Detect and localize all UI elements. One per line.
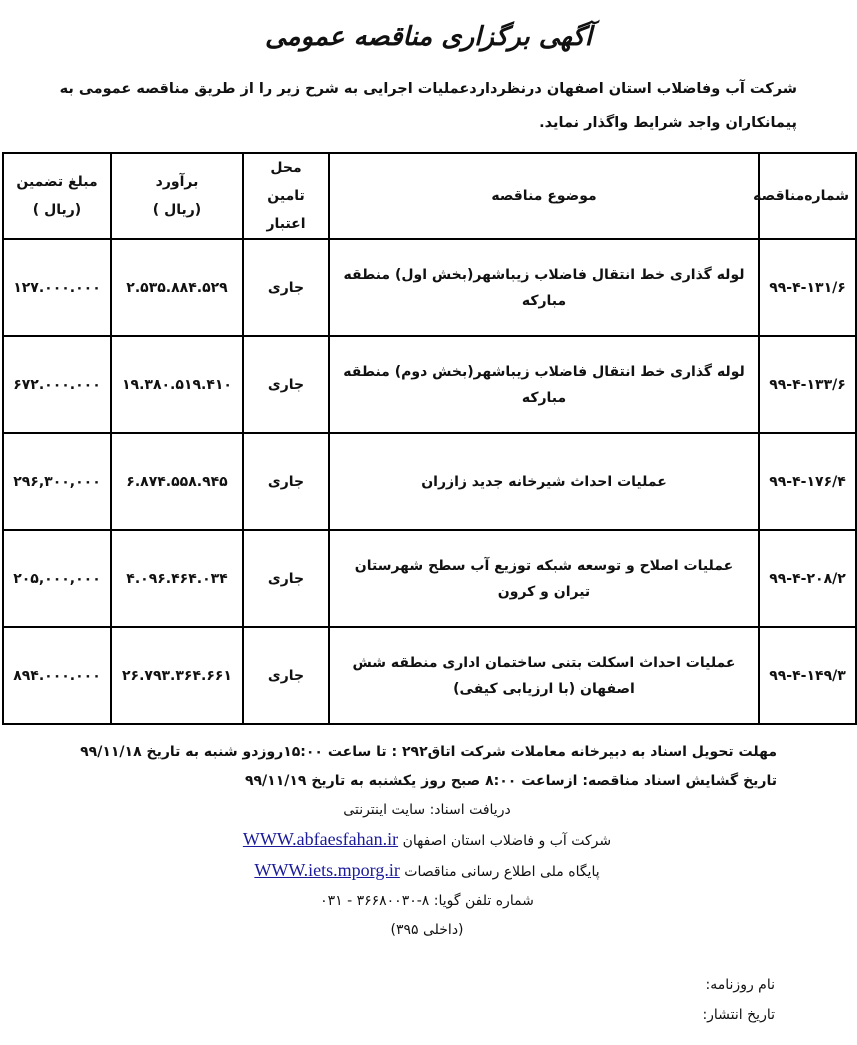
tender-estimate: ۶.۸۷۴.۵۵۸.۹۴۵ (111, 433, 243, 530)
tender-estimate: ۲۶.۷۹۳.۳۶۴.۶۶۱ (111, 627, 243, 724)
footer-info (77, 738, 777, 945)
tender-subject: عملیات احداث اسکلت بتنی ساختمان اداری منطقه شش اصفهان (با ارزیابی کیفی) (329, 627, 759, 724)
tender-subject: عملیات احداث شیرخانه جدید زازران (329, 433, 759, 530)
tender-number: ۹۹-۴-۱۳۳/۶ (759, 336, 856, 433)
tender-guarantee: ۲۹۶,۳۰۰,۰۰۰ (3, 433, 111, 530)
portal-line (77, 856, 777, 887)
table-row (3, 239, 856, 336)
tender-number: ۹۹-۴-۱۴۹/۳ (759, 627, 856, 724)
newspaper-name-label: نام روزنامه: (705, 977, 775, 993)
tenders-table (2, 152, 857, 725)
table-row (3, 627, 856, 724)
phone-text: شماره تلفن گویا: ۸-۳۶۶۸۰۰۳۰ - ۰۳۱ (320, 893, 534, 909)
table-row (3, 336, 856, 433)
table-row (3, 433, 856, 530)
publication-info (575, 970, 775, 1030)
tender-source: جاری (243, 336, 329, 433)
tender-guarantee: ۶۷۲.۰۰۰.۰۰۰ (3, 336, 111, 433)
header-guarantee-line1: مبلغ تضمین (16, 174, 98, 190)
tender-source: جاری (243, 627, 329, 724)
tender-estimate: ۴.۰۹۶.۴۶۴.۰۳۴ (111, 530, 243, 627)
tender-source: جاری (243, 433, 329, 530)
company-line (77, 825, 777, 856)
table-header-row (3, 153, 856, 239)
tender-source: جاری (243, 530, 329, 627)
portal-url-link[interactable]: WWW.iets.mporg.ir (254, 860, 400, 880)
portal-name: پایگاه ملی اطلاع رسانی مناقصات (404, 864, 600, 880)
company-name: شرکت آب و فاضلاب استان اصفهان (402, 833, 612, 849)
tender-source: جاری (243, 239, 329, 336)
page-title: آگهی برگزاری مناقصه عمومی (264, 22, 593, 52)
tender-number: ۹۹-۴-۲۰۸/۲ (759, 530, 856, 627)
tender-guarantee: ۸۹۴.۰۰۰.۰۰۰ (3, 627, 111, 724)
company-url-link[interactable]: WWW.abfaesfahan.ir (242, 829, 399, 849)
header-source-line1: محل تامین (267, 160, 305, 204)
tender-number: ۹۹-۴-۱۷۶/۴ (759, 433, 856, 530)
header-estimate-line1: برآورد (155, 174, 199, 190)
header-source-line2: اعتبار (266, 216, 306, 232)
tender-number: ۹۹-۴-۱۳۱/۶ (759, 239, 856, 336)
header-estimate-line2: (ریال ) (152, 202, 202, 218)
tender-subject: لوله گذاری خط انتقال فاضلاب زیباشهر(بخش دوم) منطقه مبارکه (329, 336, 759, 433)
tender-estimate: ۲.۵۳۵.۸۸۴.۵۲۹ (111, 239, 243, 336)
tender-guarantee: ۱۲۷.۰۰۰.۰۰۰ (3, 239, 111, 336)
table-row (3, 530, 856, 627)
tender-guarantee: ۲۰۵,۰۰۰,۰۰۰ (3, 530, 111, 627)
header-number: شماره‌مناقصه (759, 153, 856, 239)
header-estimate (111, 153, 243, 239)
tender-subject: عملیات اصلاح و توسعه شبکه توزیع آب سطح شهرستان تیران و کرون (329, 530, 759, 627)
header-guarantee (3, 153, 111, 239)
tender-subject: لوله گذاری خط انتقال فاضلاب زیباشهر(بخش اول) منطقه مبارکه (329, 239, 759, 336)
receive-docs-text: دریافت اسناد: سایت اینترنتی (343, 802, 511, 818)
header-guarantee-line2: (ریال ) (32, 202, 82, 218)
deadline-text: مهلت تحویل اسناد به دبیرخانه معاملات شرکت اتاق۲۹۲ : تا ساعت ۱۵:۰۰روزدو شنبه به تاریخ ۹۹/۱۱/۱۸ (80, 744, 777, 760)
intro-text: شرکت آب وفاضلاب استان اصفهان درنظرداردعملیات اجرایی به شرح زیر را از طریق مناقصه عمومی به پیمانکاران واجد شرایط واگذار نماید. (59, 81, 797, 131)
extension-text: (داخلی ۳۹۵) (390, 922, 464, 938)
opening-text: تاریخ گشایش اسناد مناقصه: ازساعت ۸:۰۰ صبح روز یکشنبه به تاریخ ۹۹/۱۱/۱۹ (244, 773, 777, 789)
header-subject: موضوع مناقصه (329, 153, 759, 239)
tender-estimate: ۱۹.۳۸۰.۵۱۹.۴۱۰ (111, 336, 243, 433)
publication-date-label: تاریخ انتشار: (702, 1007, 775, 1023)
header-source (243, 153, 329, 239)
